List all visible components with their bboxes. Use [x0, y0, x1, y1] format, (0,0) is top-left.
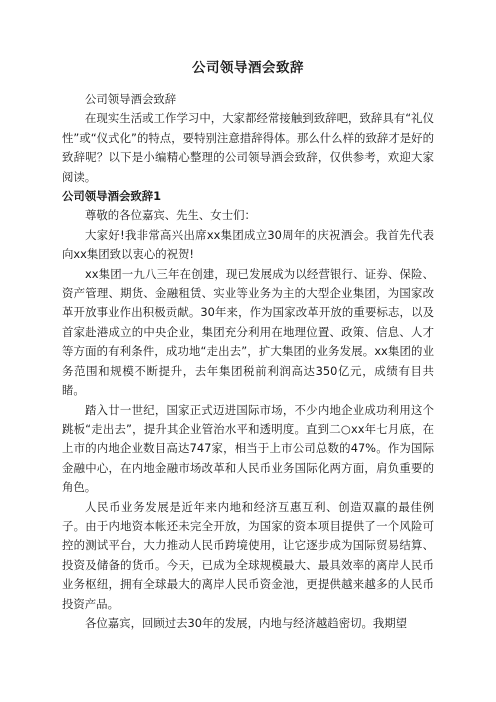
document-page: [62, 58, 434, 633]
paragraph: 公司领导酒会致辞: [85, 92, 177, 106]
paragraph: 踏入廿一世纪，国家正式迈进国际市场，不少内地企业成功利用这个跳板“走出去”，提升其企业管治水平和透明度。直到二○xx年七月底，在上市的内地企业数目高达747家，相当于上市公司总数的47%。作为国际金融中心，在内地金融市场改革和人民币业务国际化两方面，肩负重要的角色。: [62, 402, 434, 495]
document-title: 公司领导酒会致辞: [192, 60, 304, 76]
section-heading: 公司领导酒会致辞1: [62, 189, 162, 204]
paragraph: 各位嘉宾，回顾过去30年的发展，内地与经济越趋密切。我期望: [85, 615, 408, 630]
paragraph: xx集团一九八三年在创建，现已发展成为以经营银行、证券、保险、资产管理、期货、金融租赁、实业等业务为主的大型企业集团，为国家改革开放事业作出积极贡献。30年来，作为国家改革开放的重要标志，以及首家赴港成立的中央企业，集团充分利用在地理位置、政策、信息、人才等方面的有利条件，成功地“走出去”，扩大集团的业务发展。xx集团的业务范围和规模不断提升，去年集团税前利润高达350亿元，成绩有目共睹。: [62, 266, 434, 398]
paragraph: 尊敬的各位嘉宾、先生、女士们：: [85, 208, 256, 223]
document-body: [62, 90, 434, 633]
paragraph: 大家好!我非常高兴出席xx集团成立30周年的庆祝酒会。我首先代表向xx集团致以衷心的祝贺!: [62, 227, 434, 262]
paragraph: 人民币业务发展是近年来内地和经济互惠互利、创造双赢的最佳例子。由于内地资本帐还未完全开放，为国家的资本项目提供了一个风险可控的测试平台，大力推动人民币跨境使用，让它逐步成为国际贸易结算、投资及储备的货币。今天，已成为全球规模最大、最具效率的离岸人民币业务枢纽，拥有全球最大的离岸人民币资金池，更提供越来越多的人民币投资产品。: [62, 499, 434, 611]
paragraph: 在现实生活或工作学习中，大家都经常接触到致辞吧，致辞具有“礼仪性”或“仪式化”的特点，要特别注意措辞得体。那么什么样的致辞才是好的致辞呢？以下是小编精心整理的公司领导酒会致辞，仅供参考，欢迎大家阅读。: [62, 111, 434, 184]
